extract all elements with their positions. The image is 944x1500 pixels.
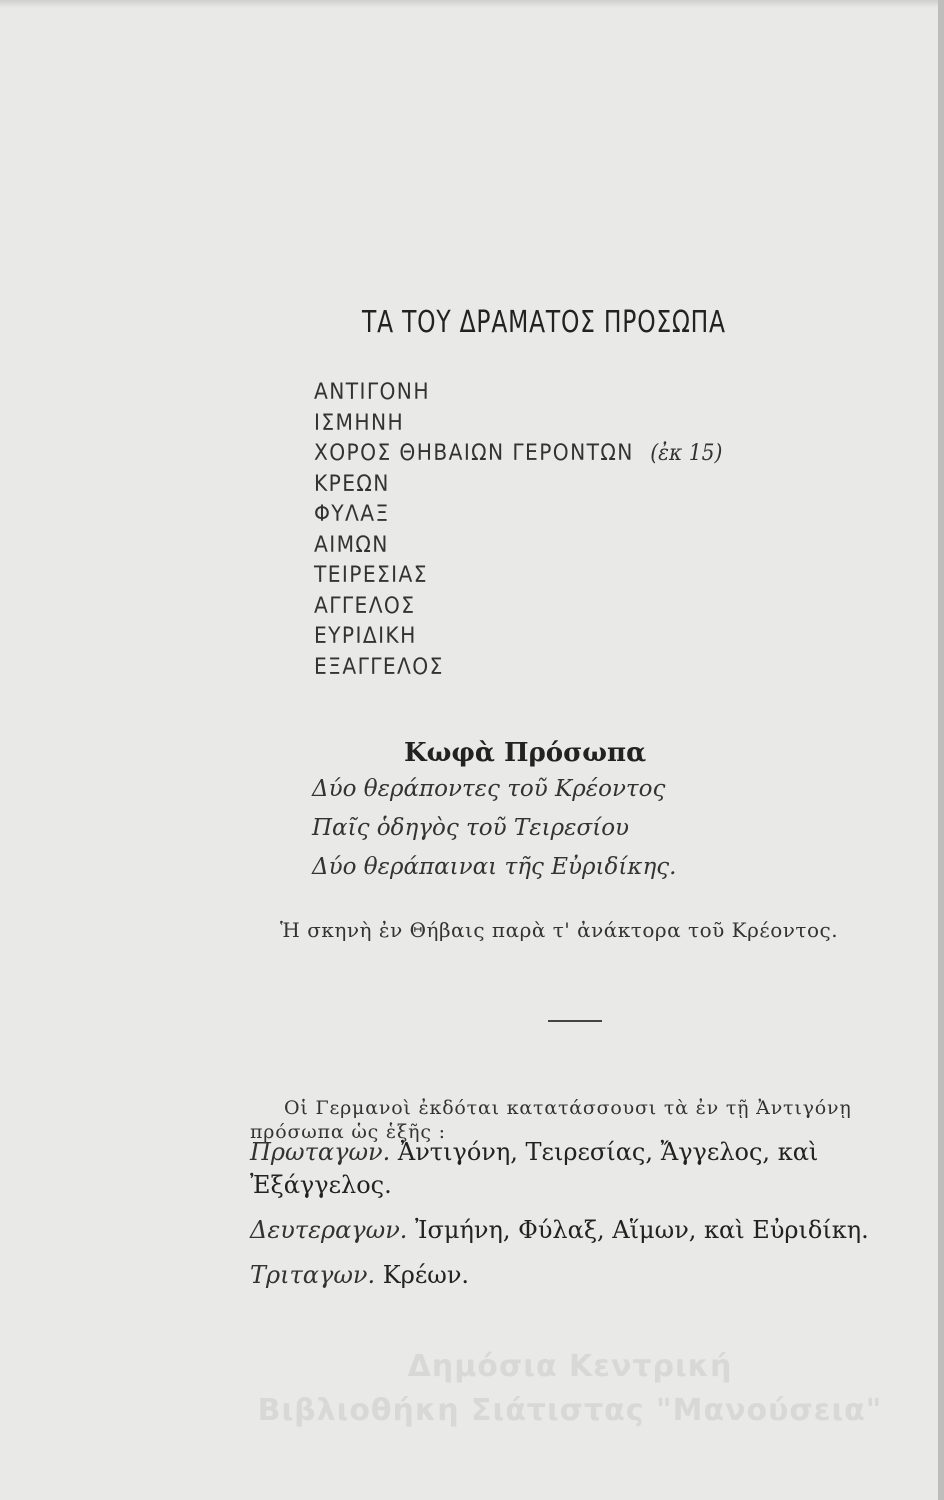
scene-setting: Ἡ σκηνὴ ἐν Θήβαις παρὰ τ' ἀνάκτορα τοῦ Κρέοντος. [280, 918, 839, 942]
german-note-text: Οἱ Γερμανοὶ ἐκδόται κατατάσσουσι τὰ ἐν τῇ Ἀντιγόνῃ πρόσωπα ὡς ἑξῆς : [250, 1097, 852, 1143]
cast-item: ΑΓΓΕΛΟΣ [314, 593, 416, 619]
cast-item: ΤΕΙΡΕΣΙΑΣ [314, 563, 428, 588]
role-label: Πρωταγων. [250, 1138, 391, 1166]
role-label: Τριταγων. [250, 1261, 376, 1289]
role-text: Ἰσμήνη, Φύλαξ, Αἵμων, καὶ Εὐριδίκη. [415, 1216, 869, 1244]
cast-item: ΕΥΡΙΔΙΚΗ [314, 624, 417, 649]
watermark-line: Βιβλιοθήκη Σιάτιστας "Μανούσεια" [257, 1393, 883, 1428]
watermark-line: Δημόσια Κεντρική [407, 1349, 733, 1384]
cast-item: ΦΥΛΑΞ [314, 502, 390, 527]
role-protagonist [250, 1136, 910, 1202]
cast-item: ΙΣΜΗΝΗ [314, 410, 405, 436]
mute-persons-heading: Κωφὰ Πρόσωπα [404, 738, 647, 768]
library-watermark [210, 1345, 930, 1433]
page-title: ΤΑ ΤΟΥ ΔΡΑΜΑΤΟΣ ΠΡΟΣΩΠΑ [362, 305, 726, 340]
cast-item: ΑΝΤΙΓΟΝΗ [314, 380, 430, 405]
mute-person-item: Δύο θεράπαιναι τῆς Εὐριδίκης. [312, 854, 677, 880]
role-deuteragonist [250, 1214, 910, 1247]
page-right-edge [938, 0, 944, 1500]
role-text: Ἀντιγόνη, Τειρεσίας, Ἄγγελος, καὶ Ἐξάγγελος. [250, 1138, 819, 1199]
cast-list [314, 378, 758, 683]
section-divider [548, 1020, 602, 1022]
mute-person-item: Δύο θεράποντες τοῦ Κρέοντος [312, 776, 666, 802]
role-label: Δευτεραγων. [250, 1216, 408, 1244]
mute-person-item: Παῖς ὁδηγὸς τοῦ Τειρεσίου [312, 815, 630, 841]
page-top-edge [0, 0, 944, 8]
cast-item: ΑΙΜΩΝ [314, 532, 389, 558]
cast-item: ΧΟΡΟΣ ΘΗΒΑΙΩΝ ΓΕΡΟΝΤΩΝ (ἐκ 15) [314, 441, 723, 466]
role-tritagonist [250, 1259, 910, 1292]
cast-item: ΕΞΑΓΓΕΛΟΣ [314, 654, 444, 680]
actor-roles [250, 1136, 910, 1304]
mute-persons-list [312, 770, 676, 887]
role-text: Κρέων. [382, 1261, 470, 1289]
cast-item: ΚΡΕΩΝ [314, 471, 390, 497]
cast-item-note: (ἐκ 15) [650, 441, 723, 466]
